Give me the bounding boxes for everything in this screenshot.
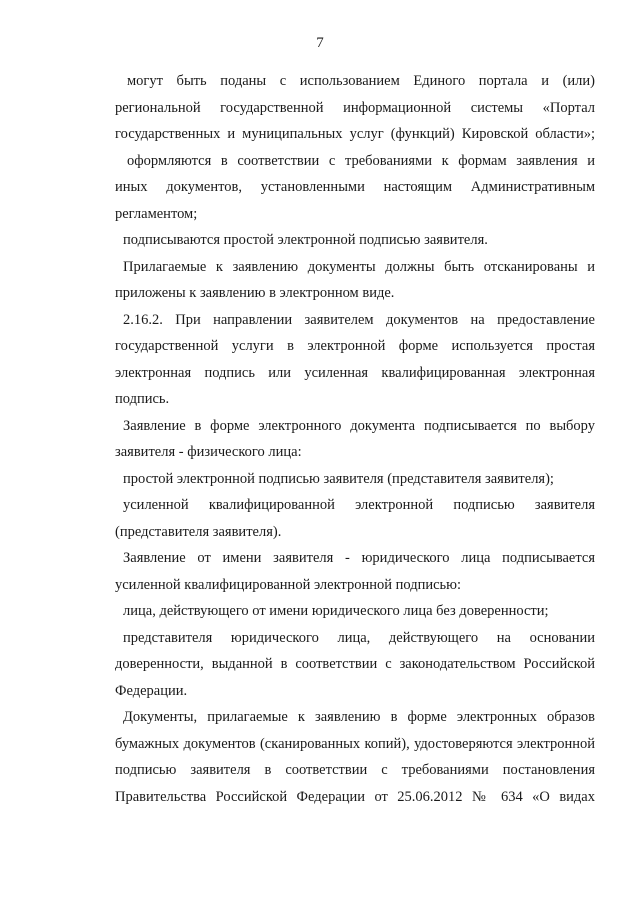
text-line: заявителя - физического лица:: [115, 444, 302, 460]
text-line: могут быть поданы с использованием Единого портала и (или): [127, 73, 595, 89]
text-line: региональной государственной информационной системы «Портал: [115, 99, 595, 116]
text-line: подписываются простой электронной подписью заявителя.: [123, 232, 488, 248]
text-line: Заявление в форме электронного документа подписывается по выбору: [123, 417, 595, 434]
text-line: Заявление от имени заявителя - юридического лица подписывается: [123, 550, 595, 566]
text-line: Документы, прилагаемые к заявлению в форме электронных образов: [123, 709, 595, 725]
text-line: доверенности, выданной в соответствии с законодательством Российской: [115, 656, 595, 672]
text-line: государственной услуги в электронной форме используется простая: [115, 338, 595, 354]
page-body: [115, 68, 595, 810]
text-line: государственных и муниципальных услуг (функций) Кировской области»;: [115, 126, 595, 142]
text-line: оформляются в соответствии с требованиями к формам заявления и: [127, 152, 595, 169]
text-line: подпись.: [115, 391, 170, 407]
text-line: Правительства Российской Федерации от 25.06.2012 № 634 «О видах: [115, 788, 595, 805]
text-line: представителя юридического лица, действующего на основании: [123, 629, 595, 646]
text-line: усиленной квалифицированной электронной подписью:: [115, 576, 462, 593]
text-line: Прилагаемые к заявлению документы должны быть отсканированы и: [123, 258, 595, 275]
text-line: простой электронной подписью заявителя (представителя заявителя);: [123, 470, 554, 487]
text-line: иных документов, установленными настоящим Административным: [115, 179, 595, 195]
text-line: 2.16.2. При направлении заявителем документов на предоставление: [123, 311, 595, 328]
text-line: лица, действующего от имени юридического лица без доверенности;: [123, 603, 549, 619]
text-line: (представителя заявителя).: [115, 523, 282, 540]
text-line: регламентом;: [115, 205, 198, 222]
text-line: подписью заявителя в соответствии с требованиями постановления: [115, 762, 595, 778]
text-line: электронная подпись или усиленная квалифицированная электронная: [115, 364, 595, 381]
text-line: усиленной квалифицированной электронной подписью заявителя: [123, 497, 595, 513]
text-line: бумажных документов (сканированных копий), удостоверяются электронной: [115, 735, 595, 752]
page-number: 7: [316, 35, 324, 51]
text-line: приложены к заявлению в электронном виде.: [115, 285, 395, 301]
text-line: Федерации.: [115, 682, 188, 699]
